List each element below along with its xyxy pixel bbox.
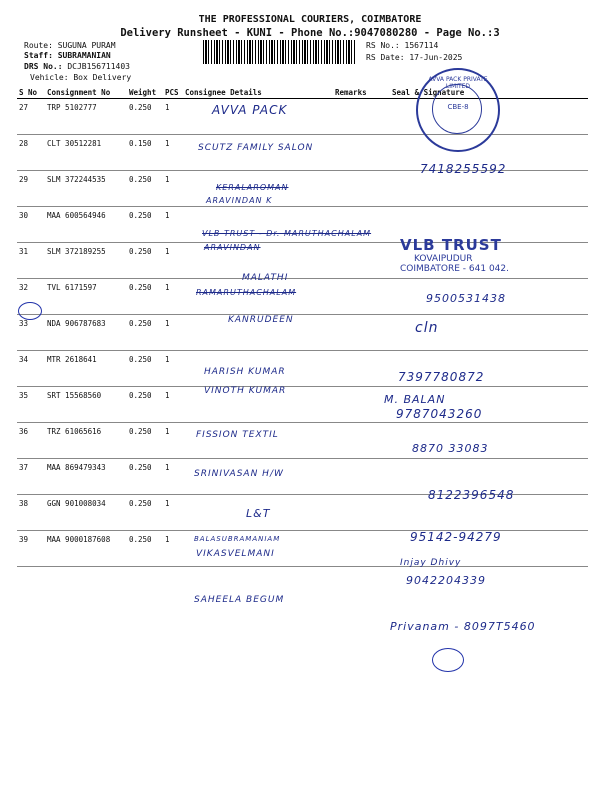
row-weight: 0.250 [127,207,163,243]
hw-consignee-28: SCUTZ FAMILY SALON [198,143,314,153]
hw-signature-31: 9500531438 [426,292,506,305]
hw-consignee-38: VIKASVELMANI [196,549,275,559]
row-weight: 0.250 [127,279,163,315]
row-remarks [333,387,390,423]
row-weight: 0.250 [127,531,163,567]
row-pcs: 1 [163,315,183,351]
row-remarks [333,99,390,135]
row-pcs: 1 [163,423,183,459]
row-remarks [333,495,390,531]
hw-signature-38a: Injay Dhivy [400,558,462,568]
hw-consignee-37b: BALASUBRAMANIAM [194,535,281,543]
hw-consignee-30b: ARAVINDAN [204,243,261,252]
row-weight: 0.250 [127,351,163,387]
row-pcs: 1 [163,279,183,315]
col-sno: S No [17,87,45,99]
hw-consignee-33: HARISH KUMAR [204,367,286,377]
hw-signature-36: 8122396548 [428,488,515,502]
row-remarks [333,171,390,207]
hw-signature-35: 8870 33083 [412,442,489,455]
row-weight: 0.250 [127,315,163,351]
col-weight: Weight [127,87,163,99]
rs-date-line: RS Date: 17-Jun-2025 [366,53,463,62]
row-weight: 0.250 [127,495,163,531]
rs-no-line: RS No.: 1567114 [366,41,439,50]
staff-line: Staff: SUBRAMANIAN [24,51,111,60]
row-consignment-no: SLM 372244535 [45,171,127,207]
row-pcs: 1 [163,171,183,207]
row-sno: 34 [17,351,45,387]
row-pcs: 1 [163,531,183,567]
row-remarks [333,423,390,459]
row-sno: 39 [17,531,45,567]
row-consignment-no: TVL 6171597 [45,279,127,315]
row-consignment-no: SRT 15568560 [45,387,127,423]
row-sno: 36 [17,423,45,459]
row-pcs: 1 [163,207,183,243]
row-weight: 0.250 [127,171,163,207]
row-weight: 0.250 [127,99,163,135]
row-weight: 0.250 [127,387,163,423]
row-consignment-no: MAA 600564946 [45,207,127,243]
runsheet-title: Delivery Runsheet - KUNI - Phone No.:9047080280 - Page No.:3 [120,27,500,39]
row-pcs: 1 [163,495,183,531]
col-seal: Seal & Signature [390,87,588,99]
hw-signature-28: 7418255592 [420,162,507,176]
row-pcs: 1 [163,135,183,171]
row-remarks [333,243,390,279]
row-consignment-no: GGN 901008034 [45,495,127,531]
row-pcs: 1 [163,387,183,423]
hw-signature-34a: M. BALAN [384,393,446,406]
hw-signature-39: Privanam - 8097T5460 [390,620,536,633]
row-sno: 29 [17,171,45,207]
hw-consignee-32: KANRUDEEN [228,315,294,325]
row-sno: 32 [17,279,45,315]
row-weight: 0.250 [127,423,163,459]
row-sno: 27 [17,99,45,135]
col-remarks: Remarks [333,87,390,99]
table-row [17,531,588,567]
row-sno: 38 [17,495,45,531]
row-consignment-no: MAA 9000187608 [45,531,127,567]
hw-signature-38b: 9042204339 [406,574,486,587]
table-row [17,315,588,351]
row-remarks [333,531,390,567]
hw-signature-33: 7397780872 [398,370,485,384]
vehicle-line: Vehicle: Box Delivery [30,73,132,82]
table-header [17,87,588,99]
company-seal: AVVA PACK PRIVATE LIMITED CBE-8 [416,68,500,152]
row-sno: 33 [17,315,45,351]
drs-line: DRS No.: DCJB156711403 [24,62,130,71]
table-row [17,387,588,423]
hw-consignee-34: VINOTH KUMAR [204,386,287,396]
table-row [17,423,588,459]
hw-consignee-27: AVVA PACK [212,103,288,117]
col-consignee: Consignee Details [183,87,333,99]
row-consignee-details [183,423,333,459]
row-pcs: 1 [163,459,183,495]
col-pcs: PCS [163,87,183,99]
hw-consignee-37a: L&T [246,507,271,520]
hw-consignee-35: FISSION TEXTIL [196,430,279,440]
row-consignment-no: SLM 372189255 [45,243,127,279]
circle-mark-32 [18,302,42,320]
row-consignment-no: NDA 906787683 [45,315,127,351]
row-consignment-no: CLT 30512281 [45,135,127,171]
company-name: THE PROFESSIONAL COURIERS, COIMBATORE [198,14,422,25]
row-sno: 37 [17,459,45,495]
row-weight: 0.250 [127,459,163,495]
row-sno: 31 [17,243,45,279]
row-sno: 28 [17,135,45,171]
circle-mark-bottom [432,648,464,672]
table-row [17,99,588,135]
row-remarks [333,459,390,495]
hw-signature-32: cln [415,320,439,336]
row-consignment-no: TRP 5102777 [45,99,127,135]
barcode [203,40,356,64]
hw-consignee-31b: RAMARUTHACHALAM [196,288,297,297]
row-weight: 0.250 [127,243,163,279]
hw-consignee-31a: MALATHI [242,273,289,283]
row-remarks [333,135,390,171]
hw-consignee-39: SAHEELA BEGUM [194,595,285,605]
route-line: Route: SUGUNA PURAM [24,41,116,50]
row-consignment-no: MTR 2618641 [45,351,127,387]
row-pcs: 1 [163,243,183,279]
col-consignment: Consignment No [45,87,127,99]
row-pcs: 1 [163,351,183,387]
hw-signature-34b: 9787043260 [396,407,483,421]
row-remarks [333,279,390,315]
hw-signature-37: 95142-94279 [410,530,502,544]
row-consignment-no: TRZ 61065616 [45,423,127,459]
table-row [17,351,588,387]
row-remarks [333,351,390,387]
row-weight: 0.150 [127,135,163,171]
row-pcs: 1 [163,99,183,135]
row-remarks [333,315,390,351]
row-sno: 35 [17,387,45,423]
hw-consignee-29b: ARAVINDAN K [206,196,273,205]
hw-consignee-36: SRINIVASAN H/W [194,469,284,479]
row-sno: 30 [17,207,45,243]
hw-consignee-30a: VLB TRUST - Dr. MARUTHACHALAM [202,229,372,238]
vlb-trust-stamp: VLB TRUST KOVAIPUDUR COIMBATORE - 641 042. [400,236,509,274]
hw-consignee-29a: KERALAROMAN [216,183,289,192]
row-consignment-no: MAA 869479343 [45,459,127,495]
